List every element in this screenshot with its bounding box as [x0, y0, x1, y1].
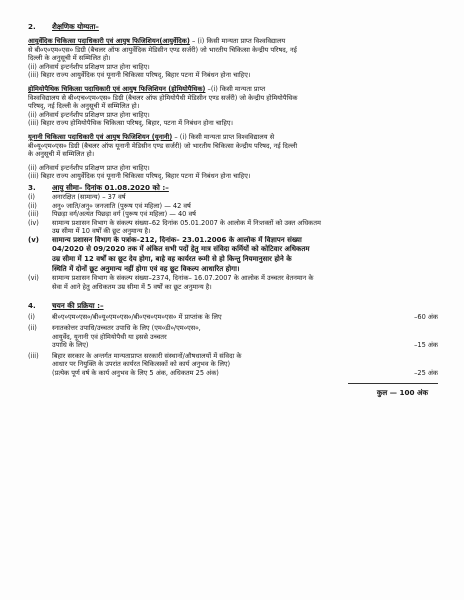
section-title: आयु सीमा– दिनांक 01.08.2020 को :–	[52, 182, 169, 192]
section-number: 2.	[28, 22, 36, 31]
total-divider	[348, 383, 438, 384]
homoeo-block	[28, 85, 438, 128]
age-item-contract: (v) सामान्य प्रशासन विभाग के पत्रांक–212, दिनांक– 23.01.2006 के आलोक में विज्ञापन संख्या 04/2020 से 09/2020 तक में अंकित सभी पदों हेतु मात्र संविदा कर्मियों को कोटिवार अधिकतम उम्र सीमा में 12 वर्षों का छूट देय होगा, बाहे वह कार्यरत रूमी से हो किन्तु नियमानुसार होने के स्थिति में दोनों छूट अनुमान्य नहीं होगा एवं वह छूट विकल्प आधारित होगा।	[28, 235, 310, 273]
age-item: (ii) अनु० जाति/अनु० जनजाति (पुरूष एवं महिला) — 42 वर्ष	[28, 201, 191, 210]
homoeo-item2: (ii) अनिवार्य इन्टर्नशीप प्रशिक्षण प्राप्त होना चाहिए।	[28, 110, 150, 119]
unani-line2: बी०यू०एम०एस० डिग्री (बैचलर ऑफ यूनानी मेडिसीन एण्ड सर्जरी) जो भारतीय चिकित्सा केन्द्रीय परिषद, नई दिल्ली	[28, 141, 298, 150]
unani-line1: – (i) किसी मान्यता प्राप्त विश्वविद्यालय से	[174, 132, 275, 141]
selection-item: (iii) बिहार सरकार के अन्तर्गत मान्यताप्राप्त सरकारी संस्थानों/औषधालयों में संविदा के आधार पर नियुक्ति के उपरांत कार्यरत चिकित्सकों को कार्य अनुभव के लिए) (प्रत्येक पूर्ण वर्ष के कार्य अनुभव के लिए 5 अंक, अधिकतम 25 अंक) –25 अंक	[28, 351, 438, 377]
marks-value: –60 अंक	[414, 313, 438, 322]
total-marks: कुल — 100 अंक	[376, 387, 428, 397]
ayurveda-block	[28, 37, 438, 80]
homoeo-item3: (iii) बिहार राज्य होमियोपैथिक चिकित्सा परिषद्, बिहार, पटना में निबंधन होना चाहिए।	[28, 119, 233, 128]
homoeo-line1: –(i) किसी मान्यता प्राप्त	[207, 84, 266, 93]
age-item: (i) अनारक्षित (सामान्य) – 37 वर्ष	[28, 192, 126, 201]
unani-item2: (ii) अनिवार्य इन्टर्नशीप प्रशिक्षण प्राप्त होना चाहिए।	[28, 163, 150, 172]
age-item: (iv) सामान्य प्रशासन विभाग के संकल्प संख्या–62 दिनांक 05.01.2007 के आलोक में निःशक्तों को उक्त अधिकतम उम्र सीमा में 10 वर्षों की छूट अनुमान्य है।	[28, 218, 321, 236]
section-4-heading	[28, 301, 438, 311]
unani-heading: यूनानी चिकित्सा पदाधिकारी एवं आयुष फिजिशियन (यूनानी)	[28, 132, 173, 141]
marks-value: –15 अंक	[414, 341, 438, 350]
section-title: चयन की प्रक्रिया :–	[52, 301, 104, 311]
ayurveda-item3: (iii) बिहार राज्य आयुर्वेदिक एवं यूनानी चिकित्सा परिषद्, बिहार पटना में निबंधन होना चाहिए।	[28, 71, 251, 80]
section-3-heading	[28, 183, 438, 193]
unani-block	[28, 133, 438, 181]
homoeo-line3: परिषद्, नई दिल्ली के अनुसूची में सम्मिलित हो।	[28, 102, 140, 111]
age-item: (iii) पिछड़ा वर्ग/अत्यंत पिछड़ा वर्ग (पुरूष एवं महिला) — 40 वर्ष	[28, 210, 196, 219]
ayurveda-line2: से बी०ए०एम०एस० डिग्री (बैचलर ऑफ आयुर्वेदिक मेडिसीन एण्ड सर्जरी) जो भारतीय चिकित्सा केन्द्रीय परिषद, नई	[28, 45, 297, 54]
homoeo-heading: होमियोपैथिक चिकित्सा पदाधिकारी एवं आयुष फिजिशियन (होमियोपैथिक)	[28, 84, 206, 93]
selection-item: (ii) स्नातकोत्तर उपाधि/उच्चतर उपाधि के लिए (एम०डी०/एम०एस०, आयुर्वेद, यूनानी एवं होमियोपैथी या इससे उच्चतर उपाधि के लिए) –15 अंक	[28, 324, 438, 350]
section-number: 4.	[28, 301, 36, 311]
selection-item: (i) बी०ए०एम०एस०/बी०यू०एम०एस०/बी०एच०एम०एस० में प्राप्तांक के लिए –60 अंक	[28, 313, 438, 322]
section-number: 3.	[28, 182, 36, 192]
ayurveda-line1: – (i) किसी मान्यता प्राप्त विश्वविद्यालय	[191, 37, 286, 45]
ayurveda-line3: दिल्ली के अनुसूची में सम्मिलित हो।	[28, 54, 111, 63]
section-title: शैक्षणिक योग्यता–	[52, 22, 99, 31]
ayurveda-heading: आयुर्वेदिक चिकित्सा पदाधिकारी एवं आयुष फिजिशियन(आयुर्वेदिक)	[28, 37, 190, 45]
unani-item3: (iii) बिहार राज्य आयुर्वेदिक एवं यूनानी चिकित्सा परिषद्, बिहार पटना में निबंधन होना चाहिए।	[28, 172, 251, 181]
marks-value: –25 अंक	[414, 369, 438, 377]
unani-line3: के अनुसूची में सम्मिलित हो।	[28, 150, 95, 159]
homoeo-line2: विश्वविद्यालय से बी०एच०एम०एस० डिग्री (बैचलर ऑफ होमियोपैथी मेडिसीन एण्ड सर्जरी) जो केन्द्रीय होमियोपैथिक	[28, 93, 298, 102]
ayurveda-item2: (ii) अनिवार्य इन्टर्नशीप प्रशिक्षण प्राप्त होना चाहिए।	[28, 62, 150, 71]
section-2-heading	[28, 22, 438, 32]
age-item: (vi) सामान्य प्रशासन विभाग के संकल्प संख्या–2374, दिनांक– 16.07.2007 के आलोक में उच्चतर वेतनमान के सेवा में आने हेतु अधिकतम उम्र सीमा में 5 वर्षों का छूट अनुमान्य है।	[28, 274, 314, 291]
